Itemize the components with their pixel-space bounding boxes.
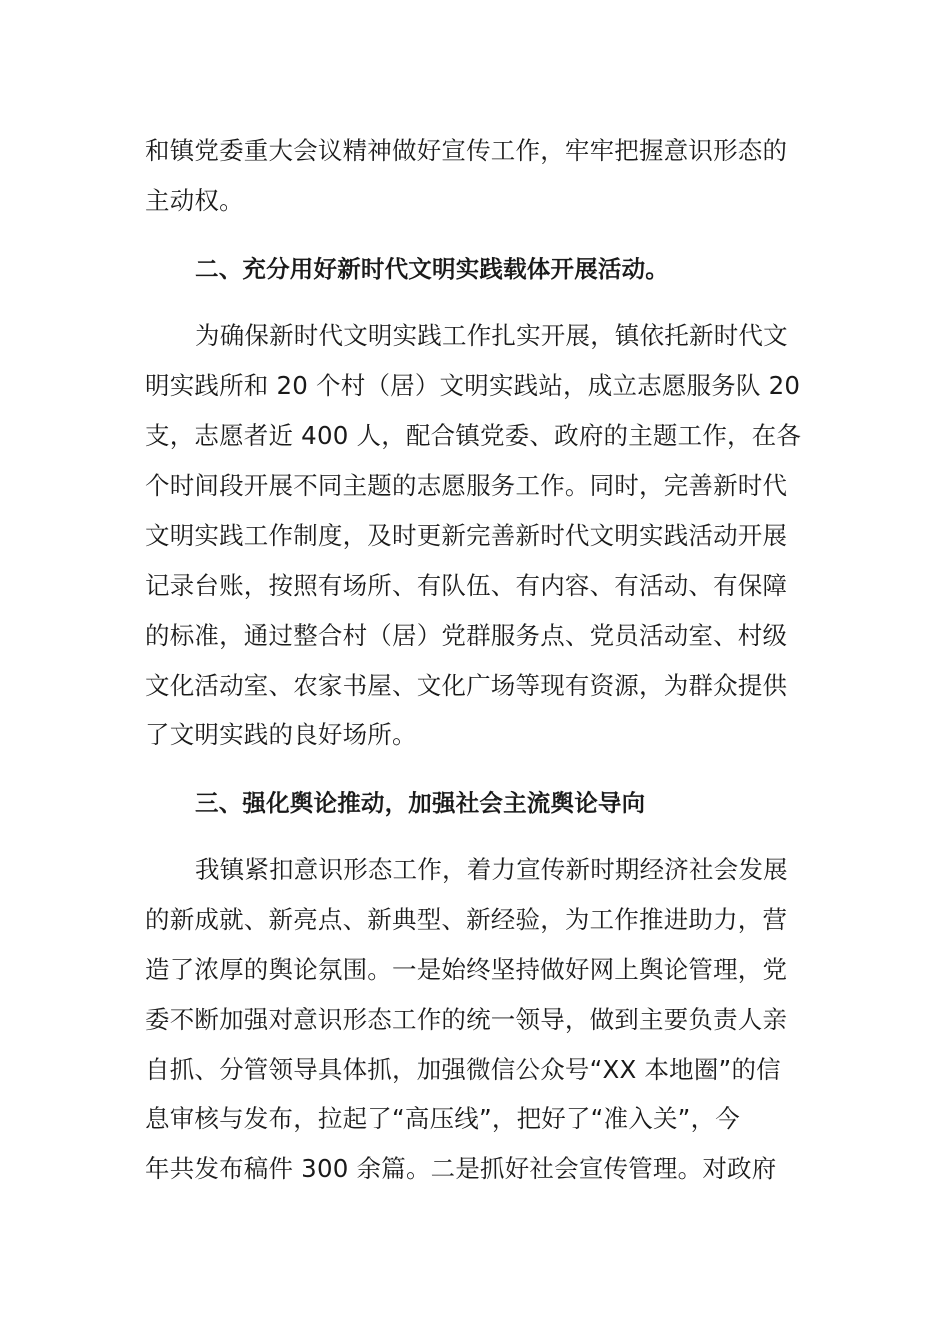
paragraph-line: 明实践所和 20 个村（居）文明实践站，成立志愿服务队 20 — [145, 371, 801, 400]
paragraph-line: 个时间段开展不同主题的志愿服务工作。同时，完善新时代 — [145, 471, 788, 500]
paragraph-line: 我镇紧扣意识形态工作，着力宣传新时期经济社会发展 — [195, 855, 788, 884]
paragraph-line: 息审核与发布，拉起了“高压线”，把好了“准入关”，今 — [145, 1104, 740, 1133]
paragraph-line: 委不断加强对意识形态工作的统一领导，做到主要负责人亲 — [145, 1005, 788, 1034]
paragraph-line: 造了浓厚的舆论氛围。一是始终坚持做好网上舆论管理，党 — [145, 955, 788, 984]
paragraph-line: 了文明实践的良好场所。 — [145, 720, 417, 749]
paragraph-line: 的标准，通过整合村（居）党群服务点、党员活动室、村级 — [145, 621, 788, 650]
paragraph-line: 和镇党委重大会议精神做好宣传工作，牢牢把握意识形态的 — [145, 136, 788, 165]
paragraph-line: 为确保新时代文明实践工作扎实开展，镇依托新时代文 — [195, 321, 788, 350]
section-heading-2: 二、充分用好新时代文明实践载体开展活动。 — [195, 255, 669, 283]
paragraph-line: 年共发布稿件 300 余篇。二是抓好社会宣传管理。对政府 — [145, 1154, 777, 1183]
paragraph-line: 文化活动室、农家书屋、文化广场等现有资源，为群众提供 — [145, 671, 788, 700]
paragraph-line: 主动权。 — [145, 186, 244, 215]
paragraph-line: 文明实践工作制度，及时更新完善新时代文明实践活动开展 — [145, 521, 788, 550]
paragraph-line: 的新成就、新亮点、新典型、新经验，为工作推进助力，营 — [145, 905, 788, 934]
paragraph-line: 自抓、分管领导具体抓，加强微信公众号“XX 本地圈”的信 — [145, 1055, 781, 1084]
paragraph-line: 记录台账，按照有场所、有队伍、有内容、有活动、有保障 — [145, 571, 788, 600]
paragraph-line: 支，志愿者近 400 人，配合镇党委、政府的主题工作，在各 — [145, 421, 802, 450]
section-heading-3: 三、强化舆论推动，加强社会主流舆论导向 — [195, 789, 646, 817]
